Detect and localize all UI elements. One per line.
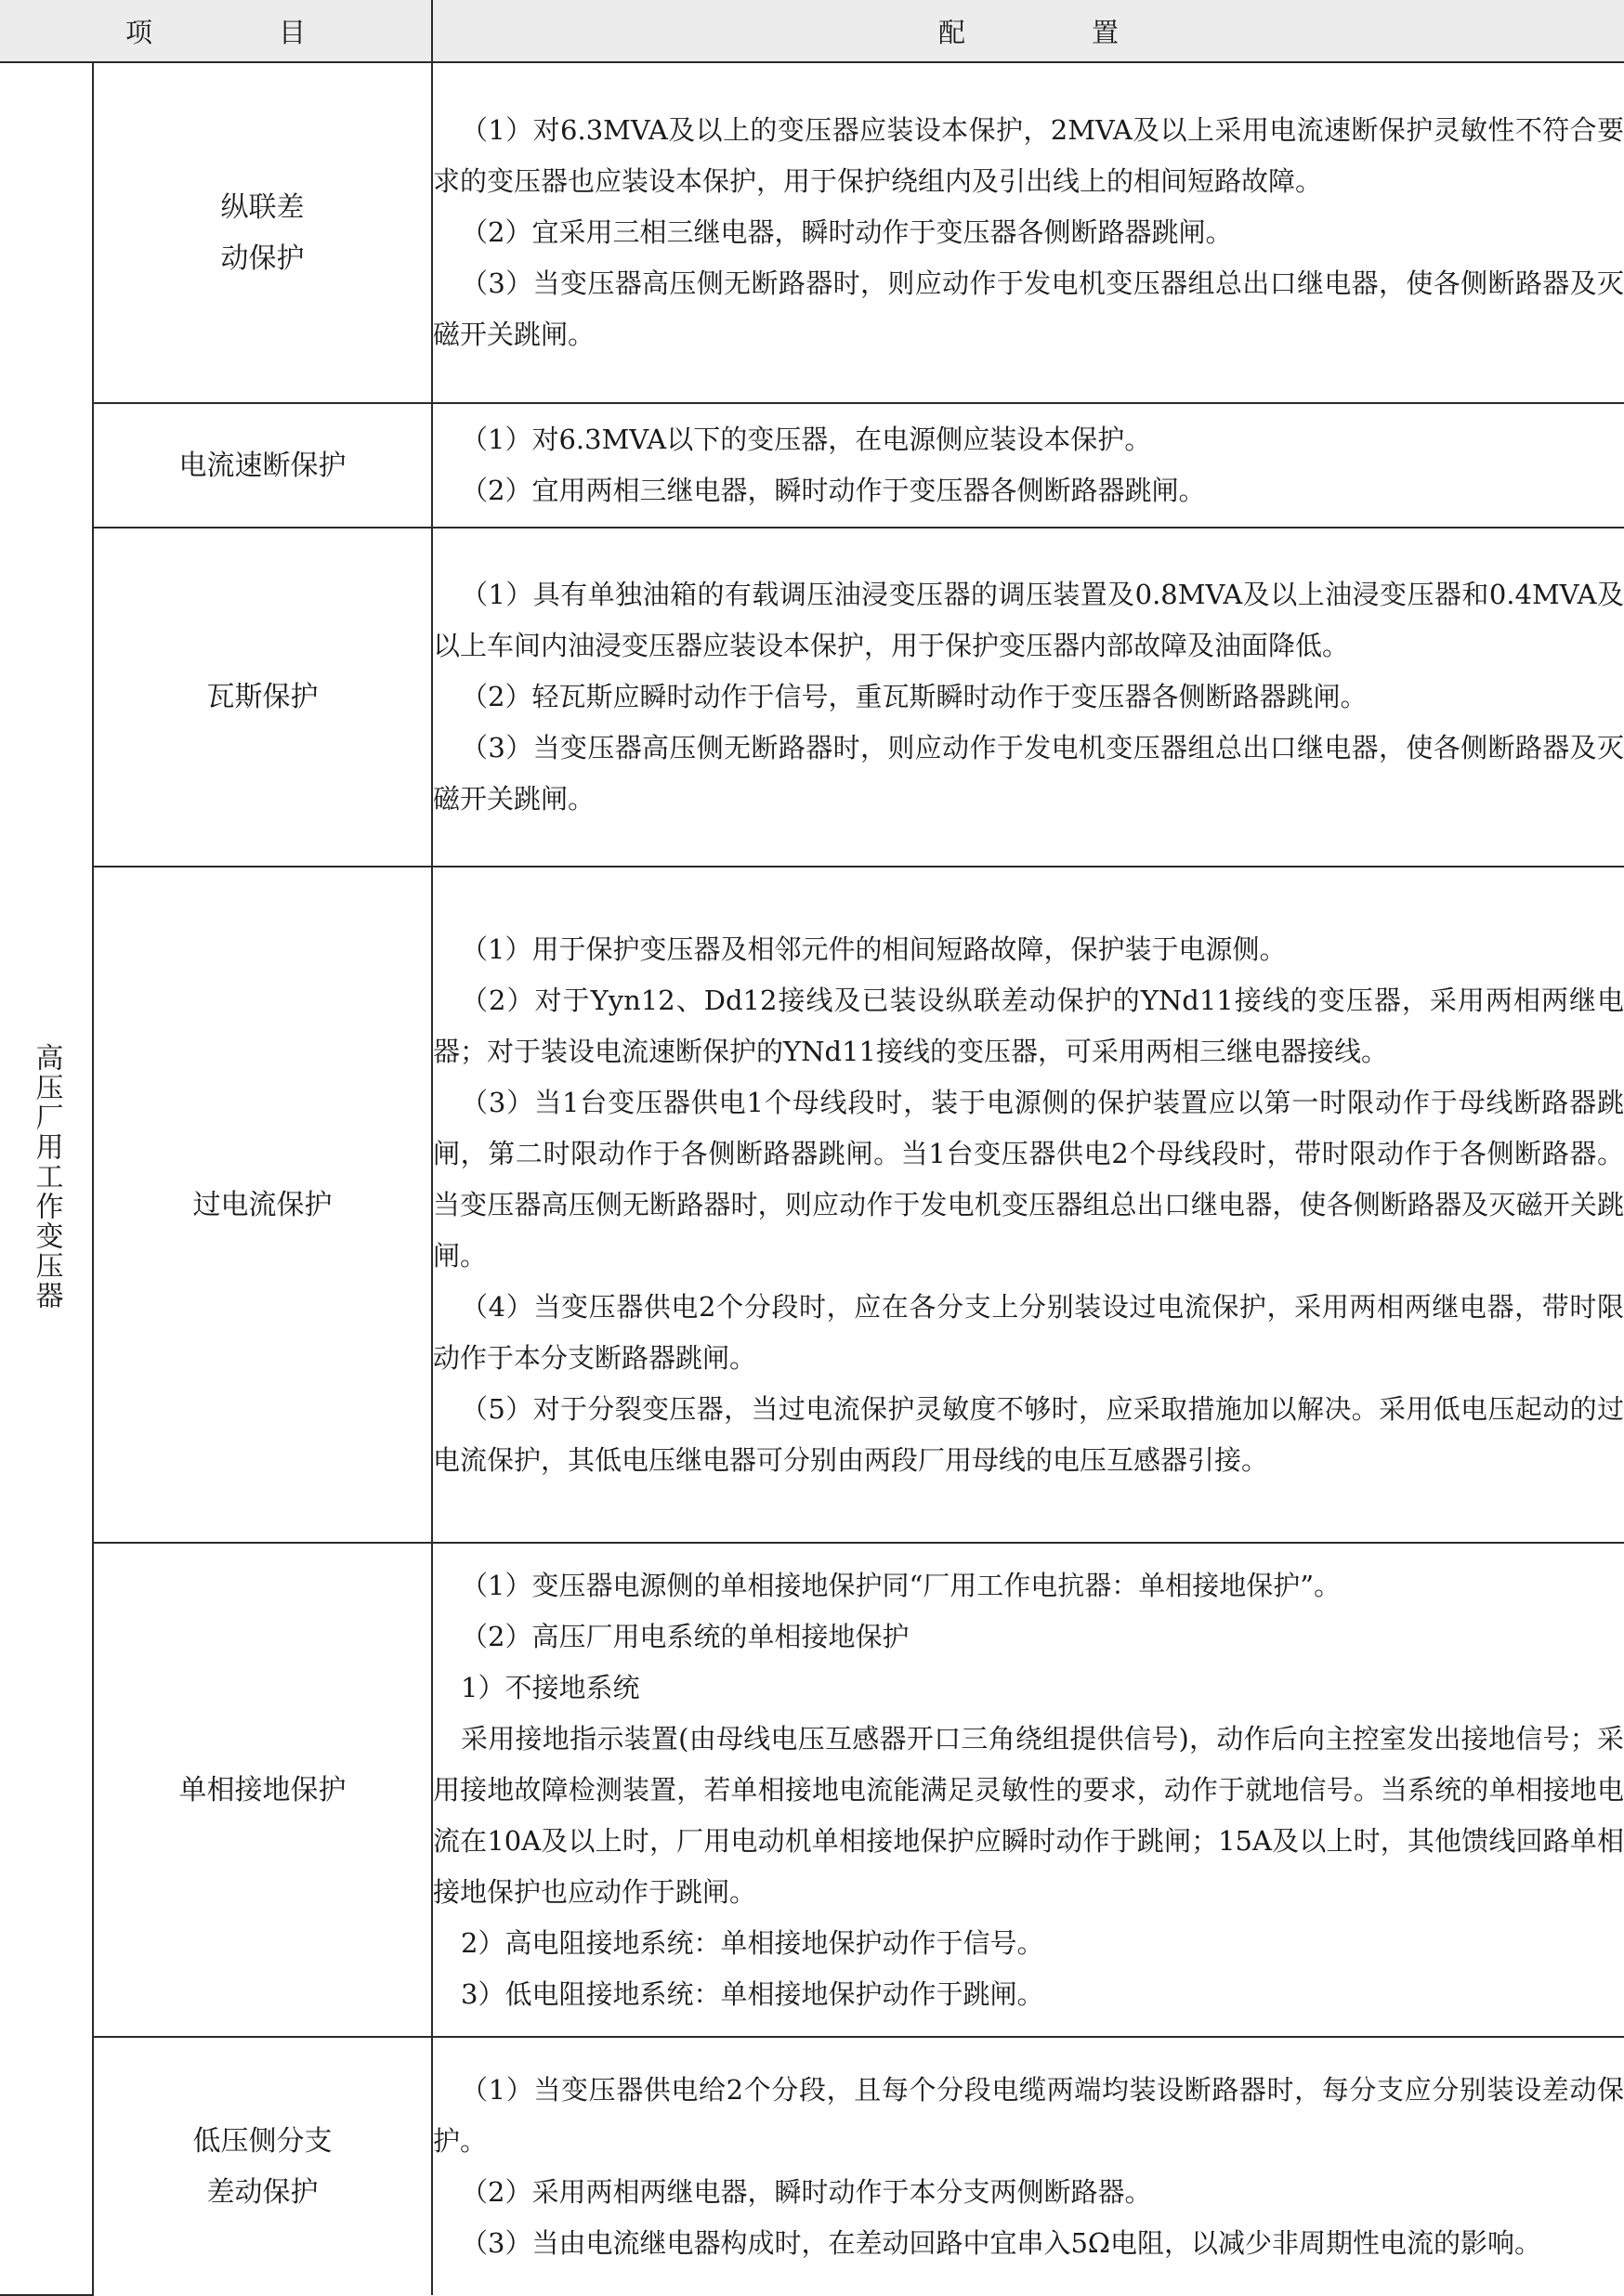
table-row: [0, 867, 1624, 1543]
item-cell: [93, 403, 432, 528]
config-paragraph: （1）当变压器供电给2个分段，且每个分段电缆两端均装设断路器时，每分支应分别装设差动保护。: [433, 2073, 1624, 2157]
config-paragraph: （2）宜采用三相三继电器，瞬时动作于变压器各侧断路器跳闸。: [461, 216, 1233, 248]
config-paragraph: 2）高电阻接地系统：单相接地保护动作于信号。: [461, 1926, 1044, 1959]
item-label: 低压侧分支: [192, 2124, 333, 2158]
header-item: 项 目: [0, 0, 432, 62]
config-paragraph: （1）变压器电源侧的单相接地保护同“厂用工作电抗器：单相接地保护”。: [461, 1569, 1342, 1601]
config-paragraph: （2）对于Yyn12、Dd12接线及已装设纵联差动保护的YNd11接线的变压器，采用两相两继电器；对于装设电流速断保护的YNd11接线的变压器，可采用两相三继电器接线。: [433, 984, 1624, 1067]
table-row: [0, 2037, 1624, 2295]
item-label: 电流速断保护: [178, 449, 347, 482]
config-cell: [432, 62, 1624, 403]
config-paragraph: 3）低电阻接地系统：单相接地保护动作于跳闸。: [461, 1977, 1044, 2010]
table-row: [0, 528, 1624, 867]
config-paragraph: （3）当变压器高压侧无断路器时，则应动作于发电机变压器组总出口继电器，使各侧断路器及灭磁开关跳闸。: [433, 267, 1624, 350]
category-cell: [0, 62, 93, 2295]
config-paragraph: （5）对于分裂变压器，当过电流保护灵敏度不够时，应采取措施加以解决。采用低电压起动的过电流保护，其低电压继电器可分别由两段厂用母线的电压互感器引接。: [433, 1392, 1624, 1476]
config-paragraph: （1）对6.3MVA以下的变压器，在电源侧应装设本保护。: [461, 424, 1152, 455]
config-cell: [432, 528, 1624, 867]
config-paragraph: （2）宜用两相三继电器，瞬时动作于变压器各侧断路器跳闸。: [461, 475, 1206, 506]
item-label: 过电流保护: [192, 1188, 333, 1221]
table-header-row: [0, 0, 1624, 62]
item-cell: [93, 1543, 432, 2037]
item-cell: [93, 2037, 432, 2295]
config-paragraph: （1）用于保护变压器及相邻元件的相间短路故障，保护装于电源侧。: [461, 933, 1287, 965]
config-cell: [432, 867, 1624, 1543]
item-cell: [93, 867, 432, 1543]
config-paragraph: （1）对6.3MVA及以上的变压器应装设本保护，2MVA及以上采用电流速断保护灵敏性不符合要求的变压器也应装设本保护，用于保护绕组内及引出线上的相间短路故障。: [433, 114, 1624, 197]
config-cell: [432, 2037, 1624, 2295]
item-label: 差动保护: [206, 2175, 319, 2209]
item-label: 纵联差: [220, 190, 305, 224]
config-cell: [432, 403, 1624, 528]
header-config: 配 置: [432, 0, 1624, 62]
config-paragraph: （2）采用两相两继电器，瞬时动作于本分支两侧断路器。: [461, 2175, 1152, 2208]
category-label: 高压厂用工作变压器: [30, 1043, 63, 1311]
table-row: [0, 62, 1624, 403]
config-paragraph: （1）具有单独油箱的有载调压油浸变压器的调压装置及0.8MVA及以上油浸变压器和0.4MVA及以上车间内油浸变压器应装设本保护，用于保护变压器内部故障及油面降低。: [433, 579, 1624, 661]
item-label: 单相接地保护: [178, 1773, 347, 1807]
config-paragraph: （3）当1台变压器供电1个母线段时，装于电源侧的保护装置应以第一时限动作于母线断路器跳闸，第二时限动作于各侧断路器跳闸。当1台变压器供电2个母线段时，带时限动作于各侧断路器。当变压器高压侧无断路器时，则应动作于发电机变压器组总出口继电器，使各侧断路器及灭磁开关跳闸。: [433, 1086, 1624, 1272]
config-paragraph: （3）当由电流继电器构成时，在差动回路中宜串入5Ω电阻，以减少非周期性电流的影响。: [461, 2226, 1541, 2259]
config-paragraph: （2）轻瓦斯应瞬时动作于信号，重瓦斯瞬时动作于变压器各侧断路器跳闸。: [461, 681, 1368, 712]
item-cell: [93, 62, 432, 403]
config-paragraph: 采用接地指示装置(由母线电压互感器开口三角绕组提供信号)，动作后向主控室发出接地信号；采用接地故障检测装置，若单相接地电流能满足灵敏性的要求，动作于就地信号。当系统的单相接地电流在10A及以上时，厂用电动机单相接地保护应瞬时动作于跳闸；15A及以上时，其他馈线回路单相接地保护也应动作于跳闸。: [433, 1722, 1624, 1908]
item-cell: [93, 528, 432, 867]
table-row: [0, 403, 1624, 528]
item-label: 瓦斯保护: [206, 681, 319, 713]
config-paragraph: （3）当变压器高压侧无断路器时，则应动作于发电机变压器组总出口继电器，使各侧断路器及灭磁开关跳闸。: [433, 732, 1624, 815]
config-cell: [432, 1543, 1624, 2037]
config-paragraph: （2）高压厂用电系统的单相接地保护: [461, 1620, 910, 1652]
config-paragraph: （4）当变压器供电2个分段时，应在各分支上分别装设过电流保护，采用两相两继电器，带时限动作于本分支断路器跳闸。: [433, 1290, 1624, 1374]
item-label: 动保护: [220, 241, 305, 275]
config-paragraph: 1）不接地系统: [461, 1671, 640, 1703]
table-row: [0, 1543, 1624, 2037]
